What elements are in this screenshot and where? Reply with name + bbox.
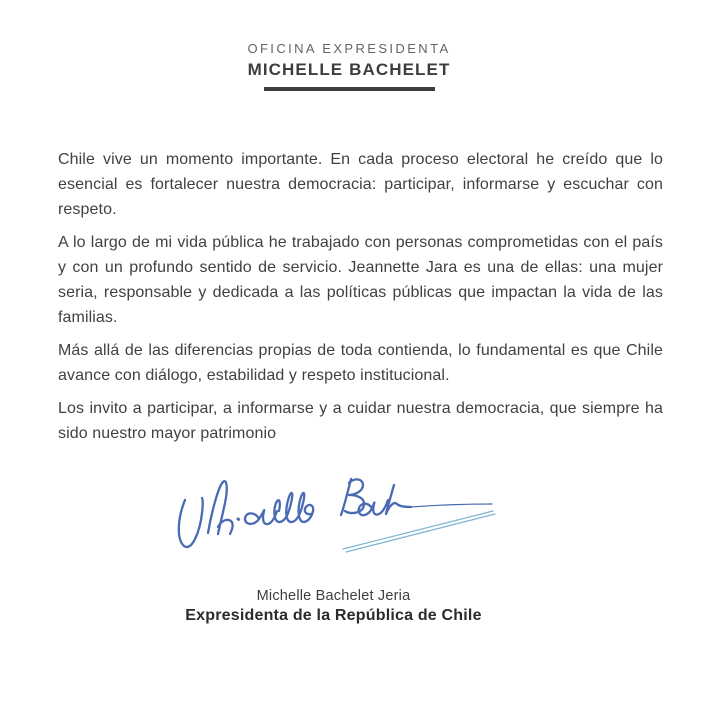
letterhead-rule [264, 87, 435, 91]
letterhead-office: OFICINA EXPRESIDENTA [247, 41, 451, 56]
paragraph-3: Más allá de las diferencias propias de toda contienda, lo fundamental es que Chile avance con diálogo, estabilidad y respeto institucional. [58, 342, 663, 384]
signatory-title: Expresidenta de la República de Chile [185, 607, 482, 624]
letterhead [0, 41, 709, 91]
paragraph-4: Los invito a participar, a informarse y a cuidar nuestra democracia, que siempre ha sido nuestro mayor patrimonio [58, 400, 663, 442]
letter-body [58, 147, 663, 454]
signatory-name: Michelle Bachelet Jeria [256, 588, 411, 604]
handwritten-signature-icon [175, 467, 500, 563]
signatory-block [31, 588, 636, 625]
paragraph-1: Chile vive un momento importante. En cada proceso electoral he creído que lo esencial es fortalecer nuestra democracia: participar, informarse y escuchar con respeto. [58, 151, 663, 218]
paragraph-2: A lo largo de mi vida pública he trabajado con personas comprometidas con el país y con un profundo sentido de servicio. Jeannette Jara es una de ellas: una mujer seria, responsable y dedicada a las políticas públicas que impactan la vida de las familias. [58, 234, 663, 326]
letterhead-name: MICHELLE BACHELET [247, 60, 451, 79]
